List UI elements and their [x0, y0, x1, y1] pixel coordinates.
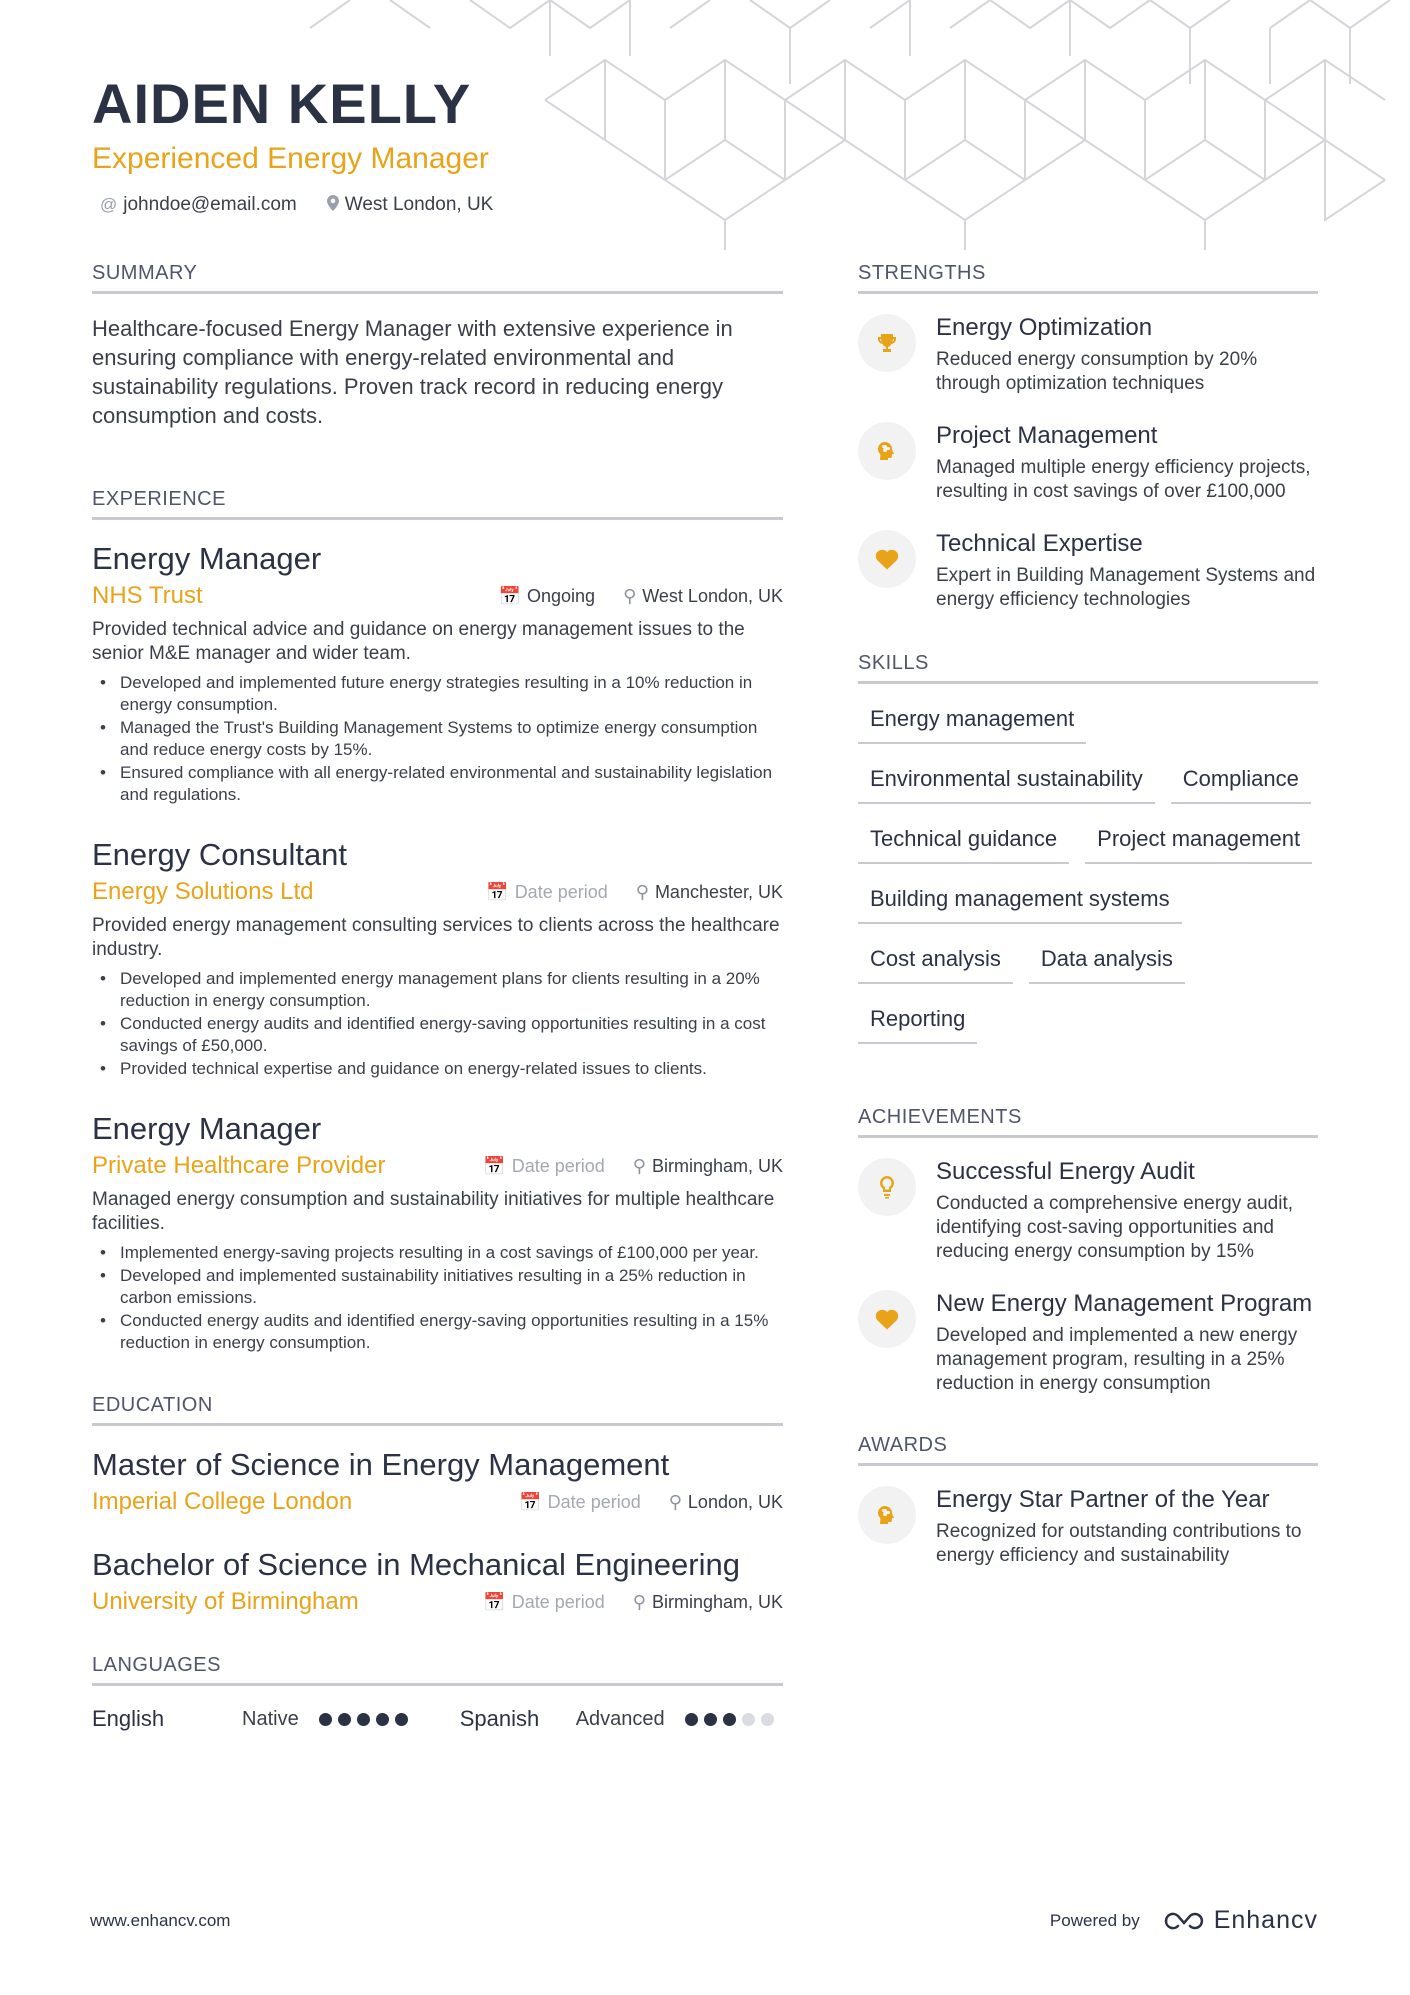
strength-item — [858, 422, 1318, 504]
job-title: Energy Manager — [92, 541, 322, 576]
achievement-item — [858, 1158, 1318, 1264]
heart-icon — [858, 1290, 916, 1348]
job-bullet: • Developed and implemented sustainability initiatives resulting in a 25% reduction in carbon emissions. — [92, 1265, 783, 1309]
degree-title: Bachelor of Science in Mechanical Engineering — [92, 1547, 740, 1582]
achievements-section — [858, 1106, 1318, 1396]
strength-title: Energy Optimization — [936, 314, 1153, 341]
education-entry — [92, 1546, 783, 1616]
achievements-heading: ACHIEVEMENTS — [858, 1106, 1318, 1138]
skill-tag: Building management systems — [858, 884, 1182, 924]
language-name: English — [92, 1706, 165, 1731]
location-text: West London, UK — [344, 194, 494, 215]
strength-description: Expert in Building Management Systems and energy efficiency technologies — [936, 565, 1316, 610]
summary-section — [92, 262, 783, 430]
resume-header — [92, 72, 792, 216]
rating-dot — [685, 1713, 698, 1726]
edu-date: Date period — [547, 1491, 641, 1512]
school-name: University of Birmingham — [92, 1588, 359, 1615]
rating-dot — [704, 1713, 717, 1726]
skill-tag: Technical guidance — [858, 824, 1069, 864]
job-entry — [92, 1110, 783, 1354]
job-date: Date period — [514, 881, 608, 902]
achievement-description: Developed and implemented a new energy management program, resulting in a 25% reduction in energy consumption — [936, 1325, 1298, 1394]
infinity-logo-icon — [1162, 1910, 1206, 1932]
contact-info — [92, 194, 792, 216]
language-name: Spanish — [459, 1706, 540, 1731]
email-contact[interactable] — [100, 194, 297, 216]
skill-tag: Reporting — [858, 1004, 977, 1044]
awards-section — [858, 1434, 1318, 1568]
languages-row — [92, 1706, 783, 1732]
degree-title: Master of Science in Energy Management — [92, 1447, 670, 1482]
job-title: Energy Consultant — [92, 837, 348, 872]
edu-location: Birmingham, UK — [651, 1591, 783, 1612]
calendar-icon: 📅 — [483, 1155, 506, 1176]
location-contact — [327, 194, 494, 216]
candidate-name: AIDEN KELLY — [92, 72, 472, 135]
location-pin-icon: ⚲ — [632, 1591, 646, 1612]
job-title: Energy Manager — [92, 1111, 322, 1146]
experience-heading: EXPERIENCE — [92, 488, 783, 520]
job-bullets — [92, 672, 783, 806]
education-entry — [92, 1446, 783, 1516]
language-level: Advanced — [575, 1707, 665, 1730]
achievement-description: Conducted a comprehensive energy audit, identifying cost-saving opportunities and reducing energy consumption by 15% — [936, 1193, 1294, 1262]
rating-dot — [338, 1713, 351, 1726]
rating-dot — [357, 1713, 370, 1726]
job-bullet: • Implemented energy-saving projects resulting in a cost savings of £100,000 per year. — [92, 1242, 783, 1264]
job-location: Birmingham, UK — [651, 1155, 783, 1176]
job-bullet: • Developed and implemented future energy strategies resulting in a 10% reduction in energy consumption. — [92, 672, 783, 716]
calendar-icon: 📅 — [486, 881, 509, 902]
strengths-section — [858, 262, 1318, 612]
powered-by-text: Powered by — [1049, 1910, 1140, 1930]
calendar-icon: 📅 — [498, 585, 521, 606]
rating-dot — [376, 1713, 389, 1726]
strengths-heading: STRENGTHS — [858, 262, 1318, 294]
job-bullet: • Provided technical expertise and guidance on energy-related issues to clients. — [92, 1058, 783, 1080]
school-name: Imperial College London — [92, 1488, 353, 1515]
achievement-title: Successful Energy Audit — [936, 1158, 1195, 1185]
job-bullet: • Managed the Trust's Building Management Systems to optimize energy consumption and reduce energy costs by 15%. — [92, 717, 783, 761]
education-heading: EDUCATION — [92, 1394, 783, 1426]
skills-heading: SKILLS — [858, 652, 1318, 684]
left-column — [92, 262, 783, 1790]
calendar-icon: 📅 — [519, 1491, 542, 1512]
job-description: Provided energy management consulting services to clients across the healthcare industry. — [92, 915, 780, 960]
skills-list — [858, 704, 1318, 1044]
languages-heading: LANGUAGES — [92, 1654, 783, 1686]
skills-section — [858, 652, 1318, 1044]
summary-text: Healthcare-focused Energy Manager with extensive experience in ensuring compliance with energy-related environmental and sustainability regulations. Proven track record in reducing energy consumption and costs. — [92, 316, 733, 428]
strength-description: Reduced energy consumption by 20% through optimization techniques — [936, 349, 1258, 394]
strength-item — [858, 530, 1318, 612]
job-bullet: • Developed and implemented energy management plans for clients resulting in a 20% reduction in energy consumption. — [92, 968, 783, 1012]
location-pin-icon: ⚲ — [623, 585, 637, 606]
brand-logo[interactable] — [1162, 1906, 1318, 1935]
summary-heading: SUMMARY — [92, 262, 783, 294]
achievement-title: New Energy Management Program — [936, 1290, 1313, 1317]
rating-dot — [761, 1713, 774, 1726]
job-company: Energy Solutions Ltd — [92, 878, 314, 905]
brain-icon — [858, 422, 916, 480]
right-column — [858, 262, 1318, 1626]
job-date: Date period — [511, 1155, 605, 1176]
trophy-icon — [858, 314, 916, 372]
job-date: Ongoing — [527, 585, 596, 606]
education-section — [92, 1394, 783, 1616]
rating-dot — [742, 1713, 755, 1726]
strength-item — [858, 314, 1318, 396]
job-bullets — [92, 1242, 783, 1354]
email-text: johndoe@email.com — [123, 194, 297, 215]
edu-date: Date period — [511, 1591, 605, 1612]
job-location: Manchester, UK — [654, 881, 783, 902]
rating-dot — [319, 1713, 332, 1726]
edu-location: London, UK — [687, 1491, 783, 1512]
at-icon: @ — [100, 195, 118, 214]
strength-title: Technical Expertise — [936, 530, 1143, 557]
location-pin-icon — [327, 195, 339, 216]
achievement-item — [858, 1290, 1318, 1396]
brand-name: Enhancv — [1213, 1906, 1318, 1934]
skill-tag: Environmental sustainability — [858, 764, 1155, 804]
skill-tag: Data analysis — [1029, 944, 1185, 984]
brain-icon — [858, 1486, 916, 1544]
job-company: NHS Trust — [92, 582, 203, 609]
page-footer — [90, 1906, 1318, 1935]
candidate-title: Experienced Energy Manager — [92, 142, 489, 175]
job-bullet: • Conducted energy audits and identified energy-saving opportunities resulting in a 15% reduction in energy consumption. — [92, 1310, 783, 1354]
skill-tag: Energy management — [858, 704, 1086, 744]
heart-icon — [858, 530, 916, 588]
job-bullet: • Conducted energy audits and identified energy-saving opportunities resulting in a cost savings of £50,000. — [92, 1013, 783, 1057]
skill-tag: Project management — [1085, 824, 1312, 864]
location-pin-icon: ⚲ — [668, 1491, 682, 1512]
rating-dot — [395, 1713, 408, 1726]
skill-tag: Cost analysis — [858, 944, 1013, 984]
location-pin-icon: ⚲ — [632, 1155, 646, 1176]
strength-title: Project Management — [936, 422, 1158, 449]
strength-description: Managed multiple energy efficiency projects, resulting in cost savings of over £100,000 — [936, 457, 1311, 502]
location-pin-icon: ⚲ — [635, 881, 649, 902]
job-bullet: • Ensured compliance with all energy-related environmental and sustainability legislation and regulations. — [92, 762, 783, 806]
award-description: Recognized for outstanding contributions to energy efficiency and sustainability — [936, 1521, 1302, 1566]
experience-section — [92, 488, 783, 1354]
job-entry — [92, 540, 783, 806]
job-description: Provided technical advice and guidance on energy management issues to the senior M&E manager and wider team. — [92, 619, 745, 664]
rating-dot — [723, 1713, 736, 1726]
awards-heading: AWARDS — [858, 1434, 1318, 1466]
lightbulb-icon — [858, 1158, 916, 1216]
languages-section — [92, 1654, 783, 1732]
job-entry — [92, 836, 783, 1080]
job-description: Managed energy consumption and sustainability initiatives for multiple healthcare facilities. — [92, 1189, 775, 1234]
award-item — [858, 1486, 1318, 1568]
job-company: Private Healthcare Provider — [92, 1152, 386, 1179]
job-bullets — [92, 968, 783, 1080]
calendar-icon: 📅 — [483, 1591, 506, 1612]
website-link[interactable]: www.enhancv.com — [90, 1910, 231, 1930]
language-level: Native — [242, 1707, 299, 1730]
language-rating — [319, 1713, 408, 1726]
award-title: Energy Star Partner of the Year — [936, 1486, 1270, 1513]
job-location: West London, UK — [642, 585, 783, 606]
language-rating — [685, 1713, 774, 1726]
skill-tag: Compliance — [1171, 764, 1311, 804]
